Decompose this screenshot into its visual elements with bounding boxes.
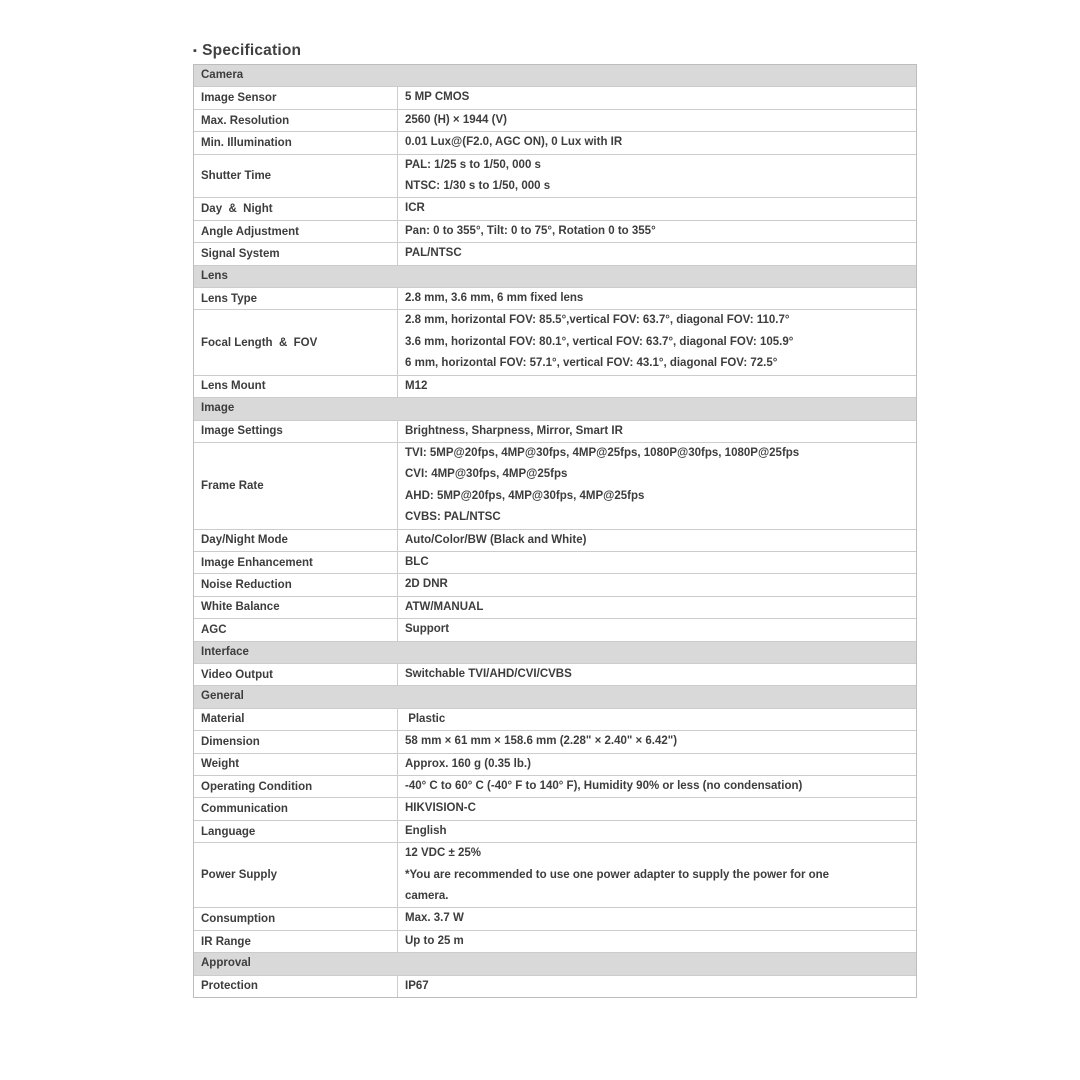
spec-label: Material [194, 709, 398, 730]
spec-label: Communication [194, 798, 398, 819]
spec-label: Dimension [194, 731, 398, 752]
spec-label: Operating Condition [194, 776, 398, 797]
section-label: Image [201, 402, 235, 415]
spec-row-angle-adjustment [194, 221, 916, 243]
spec-row-lens-type [194, 288, 916, 310]
spec-value: 0.01 Lux@(F2.0, AGC ON), 0 Lux with IR [405, 136, 623, 149]
spec-row-noise-reduction [194, 574, 916, 596]
spec-label: Image Sensor [194, 87, 398, 108]
spec-value: 12 VDC ± 25% *You are recommended to use one power adapter to supply the power for one camera. [405, 847, 830, 903]
spec-value: Support [405, 623, 450, 636]
spec-row-protection [194, 976, 916, 997]
spec-row-dimension [194, 731, 916, 753]
spec-row-video-output [194, 664, 916, 686]
spec-label: Power Supply [194, 843, 398, 907]
spec-label: Angle Adjustment [194, 221, 398, 242]
section-header-approval [194, 953, 916, 975]
spec-value: PAL: 1/25 s to 1/50, 000 s NTSC: 1/30 s to 1/50, 000 s [405, 158, 551, 193]
spec-table [193, 64, 917, 998]
spec-value: 2560 (H) × 1944 (V) [405, 113, 507, 126]
section-header-camera [194, 65, 916, 87]
spec-value: Plastic [405, 712, 446, 725]
spec-row-agc [194, 619, 916, 641]
spec-label: Lens Type [194, 288, 398, 309]
page-title [193, 40, 917, 62]
spec-label: Day/Night Mode [194, 530, 398, 551]
spec-content [193, 40, 917, 998]
spec-row-frame-rate [194, 443, 916, 530]
spec-label: AGC [194, 619, 398, 640]
spec-value: BLC [405, 555, 429, 568]
spec-value: Up to 25 m [405, 934, 464, 947]
spec-value: ICR [405, 202, 425, 215]
spec-value: 58 mm × 61 mm × 158.6 mm (2.28" × 2.40" × 6.42") [405, 735, 678, 748]
spec-value: 2D DNR [405, 578, 448, 591]
section-label: Lens [201, 269, 228, 282]
spec-label: Frame Rate [194, 443, 398, 529]
section-header-lens [194, 266, 916, 288]
spec-label: Signal System [194, 243, 398, 264]
spec-value: PAL/NTSC [405, 247, 462, 260]
spec-label: Image Settings [194, 421, 398, 442]
spec-row-operating-condition [194, 776, 916, 798]
spec-value: Approx. 160 g (0.35 lb.) [405, 757, 531, 770]
spec-label: Language [194, 821, 398, 842]
spec-label: White Balance [194, 597, 398, 618]
spec-value: TVI: 5MP@20fps, 4MP@30fps, 4MP@25fps, 1080P@30fps, 1080P@25fps CVI: 4MP@30fps, 4MP@25fps AHD: 5MP@20fps, 4MP@30fps, 4MP@25fps CVBS: PAL/NTSC [405, 446, 800, 524]
spec-value: 2.8 mm, 3.6 mm, 6 mm fixed lens [405, 292, 584, 305]
spec-row-day-night [194, 198, 916, 220]
spec-row-consumption [194, 908, 916, 930]
spec-value: -40° C to 60° C (-40° F to 140° F), Humidity 90% or less (no condensation) [405, 780, 803, 792]
spec-row-power-supply [194, 843, 916, 908]
spec-row-max-resolution [194, 110, 916, 132]
spec-label: Day & Night [194, 198, 398, 219]
spec-label: Image Enhancement [194, 552, 398, 573]
spec-value: Switchable TVI/AHD/CVI/CVBS [405, 667, 572, 680]
spec-label: Protection [194, 976, 398, 997]
spec-row-shutter-time [194, 155, 916, 199]
spec-value: Auto/Color/BW (Black and White) [405, 533, 587, 546]
spec-row-image-sensor [194, 87, 916, 109]
spec-label: Consumption [194, 908, 398, 929]
spec-label: Weight [194, 754, 398, 775]
spec-label: Noise Reduction [194, 574, 398, 595]
spec-label: Max. Resolution [194, 110, 398, 131]
section-label: Interface [201, 645, 249, 658]
spec-value: English [405, 824, 447, 837]
section-label: General [201, 690, 244, 703]
section-label: Approval [201, 957, 251, 970]
section-header-general [194, 686, 916, 708]
spec-value: Max. 3.7 W [405, 912, 464, 925]
page-title-text: Specification [202, 42, 302, 59]
spec-label: Focal Length & FOV [194, 310, 398, 374]
spec-row-weight [194, 754, 916, 776]
spec-row-language [194, 821, 916, 843]
spec-row-material [194, 709, 916, 731]
spec-value: M12 [405, 379, 428, 392]
spec-label: IR Range [194, 931, 398, 952]
spec-row-signal-system [194, 243, 916, 265]
spec-label: Min. Illumination [194, 132, 398, 153]
spec-value: ATW/MANUAL [405, 600, 484, 613]
spec-row-communication [194, 798, 916, 820]
spec-row-white-balance [194, 597, 916, 619]
spec-row-min-illumination [194, 132, 916, 154]
spec-row-image-settings [194, 421, 916, 443]
spec-label: Shutter Time [194, 155, 398, 198]
spec-row-lens-mount [194, 376, 916, 398]
spec-value: Brightness, Sharpness, Mirror, Smart IR [405, 424, 623, 437]
bullet-icon: ▪ [193, 45, 198, 57]
spec-row-image-enhancement [194, 552, 916, 574]
spec-label: Lens Mount [194, 376, 398, 397]
spec-value: 2.8 mm, horizontal FOV: 85.5°,vertical FOV: 63.7°, diagonal FOV: 110.7° 3.6 mm, horizontal FOV: 80.1°, vertical FOV: 63.7°, diagonal FOV: 105.9° 6 mm, horizontal FOV: 57.1°, vertical FOV: 43.1°, diagonal FOV: 72.5° [405, 314, 794, 370]
section-label: Camera [201, 69, 244, 81]
spec-value: Pan: 0 to 355°, Tilt: 0 to 75°, Rotation 0 to 355° [405, 224, 656, 237]
spec-value: 5 MP CMOS [405, 91, 470, 104]
spec-row-day-night-mode [194, 530, 916, 552]
spec-row-focal-length-fov [194, 310, 916, 375]
section-header-interface [194, 642, 916, 664]
spec-value: HIKVISION-C [405, 802, 476, 815]
spec-label: Video Output [194, 664, 398, 685]
spec-value: IP67 [405, 979, 429, 992]
spec-row-ir-range [194, 931, 916, 953]
section-header-image [194, 398, 916, 420]
